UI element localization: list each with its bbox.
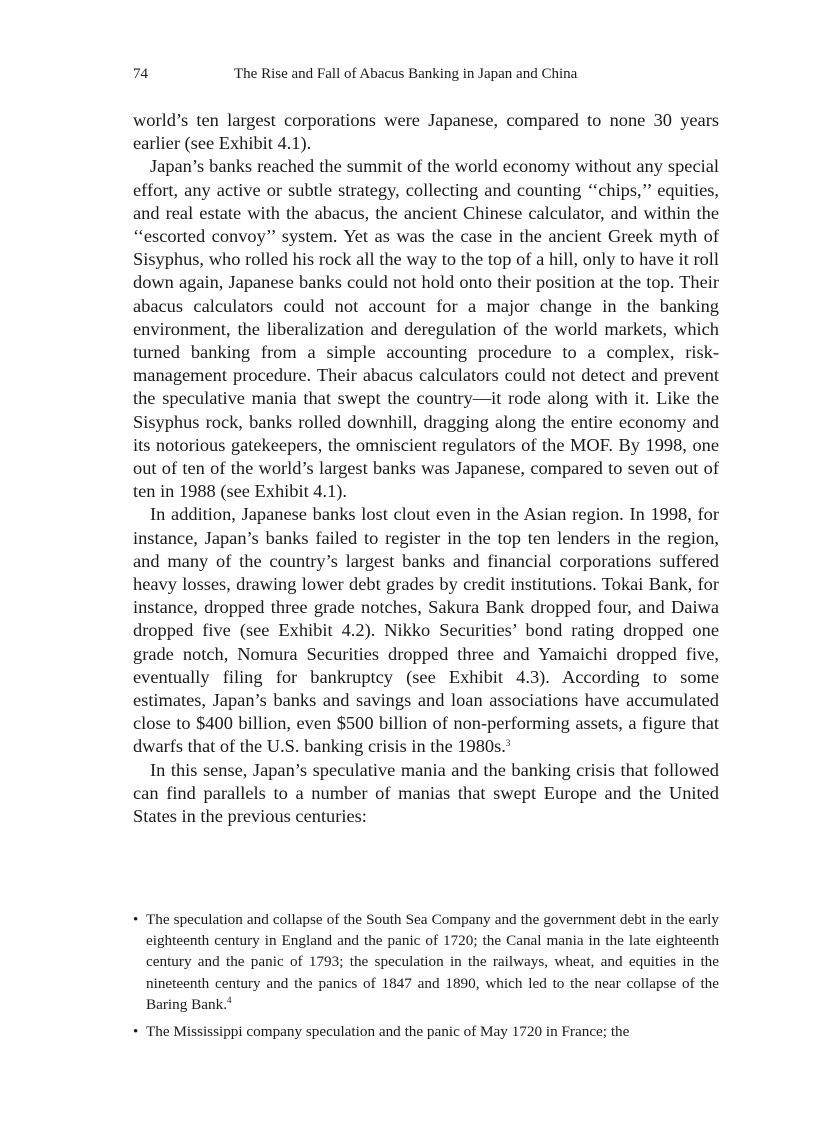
paragraph-4: In this sense, Japan’s speculative mania and the banking crisis that followed can find parallels to a number of manias that swept Europe and the United States in the previous centuries: (133, 759, 719, 827)
running-title: The Rise and Fall of Abacus Banking in Japan and China (234, 66, 578, 82)
bullet-marker: • (133, 1023, 139, 1041)
list-item-text: The Mississippi company speculation and the panic of May 1720 in France; the (146, 1023, 630, 1041)
running-head (133, 64, 719, 84)
bullet-marker: • (133, 911, 139, 928)
list-item (133, 909, 719, 1015)
paragraph-1: world’s ten largest corporations were Japanese, compared to none 30 years earlier (see Exhibit 4.1). (133, 110, 719, 154)
body-text (133, 109, 719, 828)
bullet-list (133, 909, 719, 1048)
page-number: 74 (133, 66, 148, 82)
footnote-ref-3[interactable]: 3 (505, 738, 511, 749)
list-item-text: The speculation and collapse of the South Sea Company and the government debt in the early eighteenth century in England and the panic of 1720; the Canal mania in the late eighteenth century and the panic of 1793; the speculation in the railways, wheat, and equities in the nineteenth century and the panics of 1847 and 1890, which led to the near collapse of the Baring Bank. (146, 911, 719, 1013)
paragraph-3: In addition, Japanese banks lost clout even in the Asian region. In 1998, for instance, Japan’s banks failed to register in the top ten lenders in the region, and many of the country’s largest banks and financial corporations suffered heavy losses, drawing lower debt grades by credit institutions. Tokai Bank, for instance, dropped three grade notches, Sakura Bank dropped four, and Daiwa dropped five (see Exhibit 4.2). Nikko Securities’ bond rating dropped one grade notch, Nomura Securities dropped three and Yamaichi dropped five, eventually filing for bankruptcy (see Exhibit 4.3). According to some estimates, Japan’s banks and savings and loan associations have accumulated close to $400 billion, even $500 billion of non-performing assets, a figure that dwarfs that of the U.S. banking crisis in the 1980s.$^3$ (133, 504, 719, 757)
footnote-ref-4[interactable]: 4 (227, 994, 232, 1005)
list-item (133, 1021, 719, 1042)
paragraph-2: Japan’s banks reached the summit of the world economy without any special effort, any active or subtle strategy, collecting and counting ‘‘chips,’’ equities, and real estate with the abacus, the ancient Chinese calculator, and within the ‘‘escorted convoy’’ system. Yet as was the case in the ancient Greek myth of Sisyphus, who rolled his rock all the way to the top of a hill, only to have it roll down again, Japanese banks could not hold onto their position at the top. Their abacus calculators could not account for a major change in the banking environment, the liberalization and deregulation of the world markets, which turned banking from a simple accounting procedure to a complex, risk-management procedure. Their abacus calculators could not detect and prevent the speculative mania that swept the country—it rode along with it. Like the Sisyphus rock, banks rolled downhill, dragging along the entire economy and its notorious gatekeepers, the omniscient regulators of the MOF. By 1998, one out of ten of the world’s largest banks was Japanese, compared to seven out of ten in 1988 (see Exhibit 4.1). (133, 156, 719, 502)
